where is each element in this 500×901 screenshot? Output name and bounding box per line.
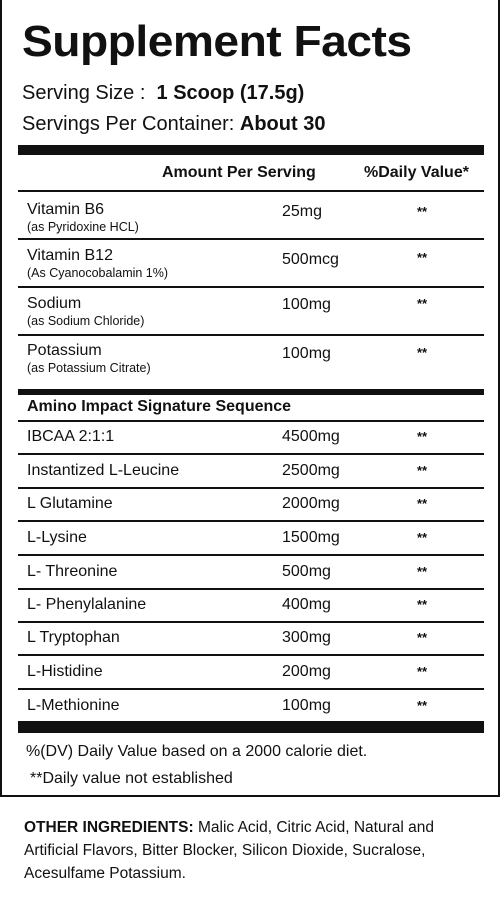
blend-item-name: L-Methionine <box>27 697 120 714</box>
blend-item-name: L- Phenylalanine <box>27 596 147 613</box>
not-established-footnote: **Daily value not established <box>30 770 233 787</box>
divider-line <box>18 654 484 656</box>
blend-item-name: L Tryptophan <box>27 629 120 646</box>
blend-item-amount: 500mg <box>282 563 331 580</box>
blend-item-daily-value: ** <box>417 597 428 612</box>
blend-title: Amino Impact Signature Sequence <box>27 398 292 415</box>
blend-item-name: IBCAA 2:1:1 <box>27 428 115 445</box>
blend-item-amount: 400mg <box>282 596 331 613</box>
divider-line <box>18 238 484 240</box>
nutrient-source: (as Sodium Chloride) <box>27 314 145 328</box>
divider-line <box>18 487 484 489</box>
blend-item-daily-value: ** <box>417 664 428 679</box>
divider-line <box>18 420 484 422</box>
blend-item-amount: 300mg <box>282 629 331 646</box>
nutrient-name: Vitamin B6 <box>27 201 105 218</box>
nutrient-source: (as Pyridoxine HCL) <box>27 220 139 234</box>
divider-line <box>18 688 484 690</box>
other-ingredients-text: Malic Acid, Citric Acid, Natural and Artificial Flavors, Bitter Blocker, Silicon Dioxide, Sucralose, Acesulfame Potassium. <box>24 819 434 882</box>
column-header-daily-value: %Daily Value* <box>364 164 469 181</box>
servings-per-container-value: About 30 <box>239 113 326 135</box>
blend-item-amount: 2500mg <box>282 462 340 479</box>
blend-item-amount: 1500mg <box>282 529 340 546</box>
divider-line <box>18 286 484 288</box>
blend-item-daily-value: ** <box>417 463 428 478</box>
divider-line <box>18 453 484 455</box>
nutrient-amount: 500mcg <box>282 251 339 268</box>
divider-line <box>18 334 484 336</box>
nutrient-daily-value: ** <box>417 345 428 360</box>
blend-item-amount: 4500mg <box>282 428 340 445</box>
blend-item-amount: 200mg <box>282 663 331 680</box>
nutrient-daily-value: ** <box>417 250 428 265</box>
serving-size <box>22 81 304 105</box>
other-ingredients-label: OTHER INGREDIENTS: <box>24 819 194 836</box>
blend-item-name: L Glutamine <box>27 495 113 512</box>
divider-line <box>18 190 484 192</box>
nutrient-daily-value: ** <box>417 296 428 311</box>
nutrient-name: Vitamin B12 <box>27 247 113 264</box>
blend-item-name: L-Lysine <box>27 529 87 546</box>
servings-per-container-label: Servings Per Container: <box>22 113 235 135</box>
blend-item-daily-value: ** <box>417 564 428 579</box>
blend-item-name: L- Threonine <box>27 563 118 580</box>
blend-item-amount: 100mg <box>282 697 331 714</box>
nutrient-name: Potassium <box>27 342 102 359</box>
blend-item-name: Instantized L-Leucine <box>27 462 180 479</box>
blend-item-amount: 2000mg <box>282 495 340 512</box>
nutrient-amount: 100mg <box>282 296 331 313</box>
serving-size-value: 1 Scoop (17.5g) <box>156 82 305 104</box>
nutrient-source: (as Potassium Citrate) <box>27 361 151 375</box>
divider-line <box>18 621 484 623</box>
blend-item-daily-value: ** <box>417 496 428 511</box>
blend-item-name: L-Histidine <box>27 663 103 680</box>
nutrient-name: Sodium <box>27 295 82 312</box>
divider-bar-bottom <box>18 721 484 733</box>
serving-size-label: Serving Size : <box>22 82 146 104</box>
nutrient-source: (As Cyanocobalamin 1%) <box>27 266 169 280</box>
panel-title: Supplement Facts <box>22 17 412 66</box>
blend-item-daily-value: ** <box>417 530 428 545</box>
nutrient-amount: 25mg <box>282 203 323 220</box>
nutrient-daily-value: ** <box>417 204 428 219</box>
column-header-amount: Amount Per Serving <box>162 164 316 181</box>
servings-per-container <box>22 112 325 136</box>
other-ingredients <box>24 816 479 885</box>
daily-value-footnote: %(DV) Daily Value based on a 2000 calorie diet. <box>26 743 368 760</box>
divider-line <box>18 588 484 590</box>
nutrient-amount: 100mg <box>282 345 331 362</box>
divider-bar-top <box>18 145 484 155</box>
divider-line <box>18 520 484 522</box>
blend-item-daily-value: ** <box>417 698 428 713</box>
blend-item-daily-value: ** <box>417 630 428 645</box>
divider-bar-blend <box>18 389 484 395</box>
divider-line <box>18 554 484 556</box>
blend-item-daily-value: ** <box>417 429 428 444</box>
